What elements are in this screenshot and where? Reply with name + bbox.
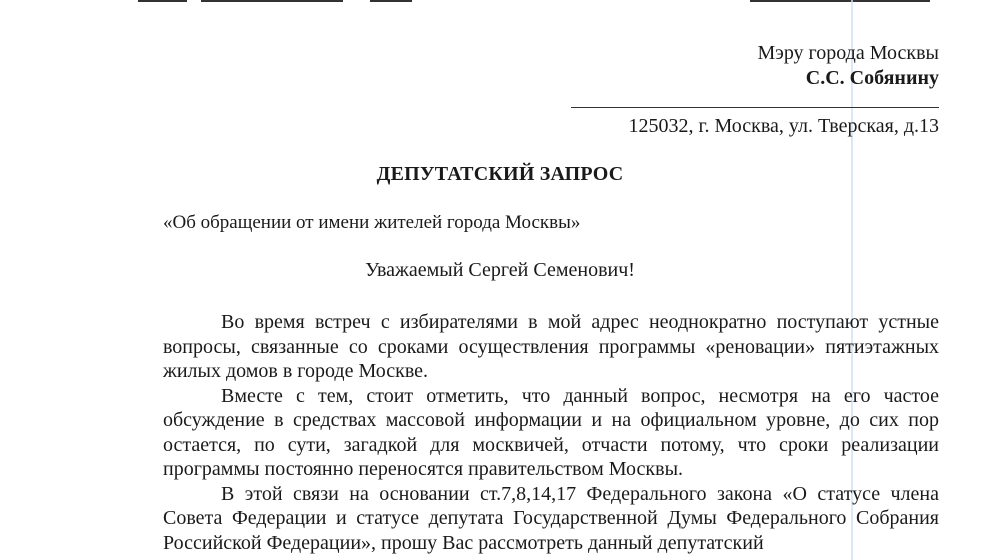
recipient-address: 125032, г. Москва, ул. Тверская, д.13 <box>628 115 939 137</box>
address-rule <box>571 107 939 108</box>
document-title: ДЕПУТАТСКИЙ ЗАПРОС <box>376 163 624 185</box>
document-body <box>163 310 939 555</box>
body-paragraph: Во время встреч с избирателями в мой адрес неоднократно поступают устные вопросы, связанные со сроками осуществления программы «реновации» пятиэтажных жилых домов в городе Москве. <box>163 311 939 382</box>
header-rule <box>370 0 412 2</box>
body-paragraph: Вместе с тем, стоит отметить, что данный вопрос, несмотря на его частое обсуждение в средствах массовой информации и на официальном уровне, до сих пор остается, по сути, загадкой для москвичей, отчасти потому, что сроки реализации программы постоянно переносятся правительством Москвы. <box>163 384 939 480</box>
salutation: Уважаемый Сергей Семенович! <box>365 259 635 281</box>
recipient-position: Мэру города Москвы <box>757 42 939 64</box>
document-subject: «Об обращении от имени жителей города Москвы» <box>163 212 581 233</box>
recipient-name: С.С. Собянину <box>805 67 939 89</box>
body-paragraph: В этой связи на основании ст.7,8,14,17 Федерального закона «О статусе члена Совета Федерации и статусе депутата Государственной Думы Федерального Собрания Российской Федерации», прошу Вас рассмотреть данный депутатский <box>163 482 939 554</box>
header-rule <box>201 0 343 2</box>
header-rule <box>750 0 930 2</box>
header-rule <box>138 0 187 2</box>
